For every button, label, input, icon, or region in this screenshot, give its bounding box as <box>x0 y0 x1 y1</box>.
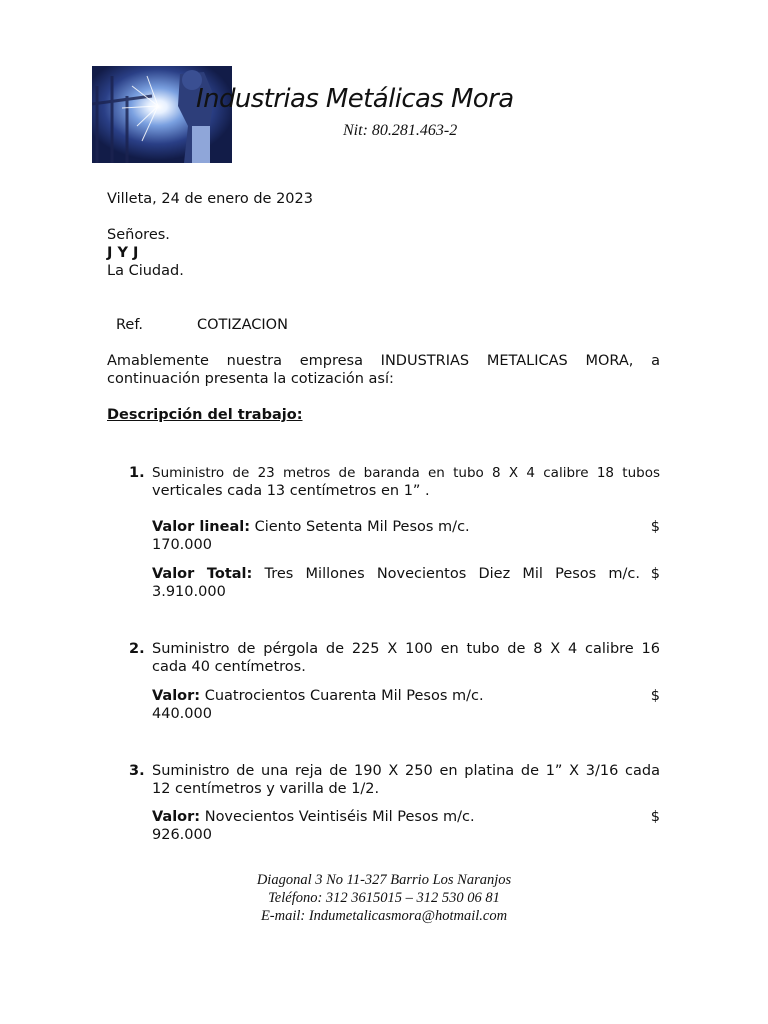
value-label: Valor: <box>152 809 201 825</box>
item-1-desc-line-2: verticales cada 13 centímetros en 1” . <box>152 483 430 499</box>
value-label: Valor: <box>152 688 201 704</box>
item-3-value <box>152 808 660 844</box>
value-label-line <box>152 808 660 826</box>
value-text: Cuatrocientos Cuarenta Mil Pesos m/c. <box>200 688 484 704</box>
welder-photo <box>92 66 232 163</box>
item-2-value <box>152 687 660 723</box>
recipient-city: La Ciudad. <box>107 263 184 279</box>
item-3-description <box>152 762 660 798</box>
salutation: Señores. <box>107 227 170 243</box>
item-1-value-lineal <box>152 518 660 554</box>
item-2-desc-line-2: cada 40 centímetros. <box>152 659 306 675</box>
value-text: Novecientos Veintiséis Mil Pesos m/c. <box>200 809 475 825</box>
intro-paragraph <box>107 352 660 388</box>
value-label-line <box>152 687 660 705</box>
ref-value: COTIZACION <box>197 317 288 333</box>
footer-email: E-mail: Indumetalicasmora@hotmail.com <box>260 908 508 924</box>
item-2-desc-line-1: Suministro de pérgola de 225 X 100 en tubo de 8 X 4 calibre 16 <box>152 641 660 657</box>
value-amount: 170.000 <box>152 537 212 553</box>
intro-line-1: Amablemente nuestra empresa INDUSTRIAS METALICAS MORA, a <box>107 353 660 369</box>
value-label: Valor lineal: <box>152 519 250 535</box>
company-logo-photo <box>92 66 232 163</box>
value-label-line <box>152 565 660 583</box>
value-amount: 440.000 <box>152 706 212 722</box>
section-title: Descripción del trabajo: <box>107 407 303 423</box>
place-date: Villeta, 24 de enero de 2023 <box>107 191 313 207</box>
company-nit: Nit: 80.281.463-2 <box>343 122 458 139</box>
currency-symbol: $ <box>650 688 660 704</box>
footer-address: Diagonal 3 No 11-327 Barrio Los Naranjos <box>256 872 512 888</box>
footer-phone: Teléfono: 312 3615015 – 312 530 06 81 <box>268 890 500 906</box>
item-3-desc-line-2: 12 centímetros y varilla de 1/2. <box>152 781 380 797</box>
item-1-value-total <box>152 565 660 601</box>
value-label-line <box>152 518 660 536</box>
currency-symbol: $ <box>650 519 660 535</box>
item-1-description <box>152 464 660 500</box>
intro-line-2: continuación presenta la cotización así: <box>107 371 394 387</box>
item-1-number: 1. <box>129 465 145 481</box>
value-amount: 3.910.000 <box>152 584 226 600</box>
value-label: Valor Total: <box>152 566 253 582</box>
value-amount: 926.000 <box>152 827 212 843</box>
currency-symbol: $ <box>650 566 660 582</box>
item-3-desc-line-1: Suministro de una reja de 190 X 250 en platina de 1” X 3/16 cada <box>152 763 660 779</box>
item-2-description <box>152 640 660 676</box>
currency-symbol: $ <box>650 809 660 825</box>
ref-label: Ref. <box>116 317 144 333</box>
company-name: Industrias Metálicas Mora <box>196 84 514 114</box>
value-text: Ciento Setenta Mil Pesos m/c. <box>250 519 470 535</box>
item-3-number: 3. <box>129 763 145 779</box>
item-1-desc-line-1: Suministro de 23 metros de baranda en tubo 8 X 4 calibre 18 tubos <box>152 465 660 481</box>
item-2-number: 2. <box>129 641 145 657</box>
recipient: J Y J <box>107 245 139 261</box>
value-text: Tres Millones Novecientos Diez Mil Pesos m/c. <box>252 566 640 582</box>
